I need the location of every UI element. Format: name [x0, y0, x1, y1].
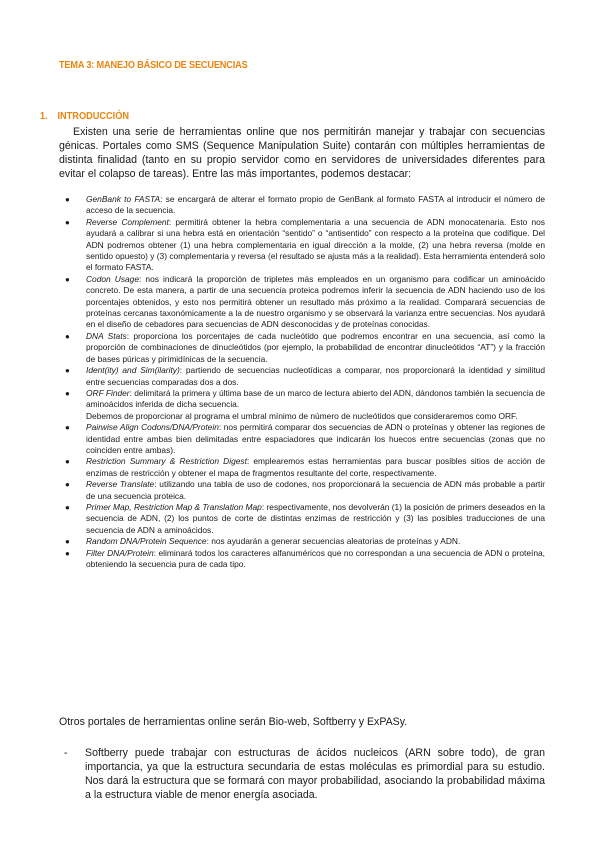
tool-description: : proporciona los porcentajes de cada nucleótido que podremos encontrar en una secuencia, así como la proporción de combinaciones de dinucleótidos (por ejemplo, la probabilidad de encontrar dinucleótidos “AT”) y la fracción de bases púricas y pirimidínicas de la secuencia. [86, 330, 545, 364]
portals-list [64, 746, 545, 802]
list-item [65, 217, 545, 274]
list-item [65, 365, 545, 388]
tool-name: Random DNA/Protein Sequence [86, 536, 207, 547]
tool-name: ORF Finder [86, 387, 130, 398]
bullet-icon: ● [65, 502, 70, 512]
section-heading [40, 111, 129, 122]
tool-name: GenBank to FASTA [86, 194, 161, 204]
bullet-icon: ● [65, 457, 70, 467]
tool-description: : se encargará de alterar el formato propio de GenBank al formato FASTA al introducir el número de acceso de la secuencia. [86, 194, 545, 216]
tool-name: Codon Usage [86, 273, 139, 284]
tools-list [65, 194, 545, 570]
tool-name: Ident(ity) and Sim(ilarity) [86, 365, 180, 376]
list-item [65, 536, 545, 547]
tool-name: DNA Stats [86, 330, 127, 341]
section-number: 1. [40, 111, 48, 122]
tool-description: : nos permitirá comparar dos secuencias de ADN o proteínas y obtener las regiones de identidad entre ambas bien delimitadas entre espaciadores que indicarán los huecos entre secuencias (zonas que no coinciden entre ambas). [86, 422, 545, 455]
list-item [65, 548, 545, 571]
tool-name: Reverse Translate [86, 479, 155, 490]
bullet-icon: ● [65, 366, 70, 376]
list-item [65, 331, 545, 365]
dash-icon: - [64, 747, 68, 759]
tool-description: : utilizando una tabla de uso de codones, nos proporcionará la secuencia de ADN más probable a partir de una secuencia proteica. [86, 479, 545, 501]
bullet-icon: ● [65, 423, 70, 433]
list-item [65, 194, 545, 217]
list-item [65, 388, 545, 422]
list-item [65, 274, 545, 331]
tool-description: : delimitará la primera y última base de un marco de lectura abierto del ADN, dándonos también la secuencia de aminoácidos inferida de dicha secuencia. [86, 387, 545, 410]
list-item [65, 456, 545, 479]
document-title: TEMA 3: MANEJO BÁSICO DE SECUENCIAS [59, 60, 248, 71]
portal-description: Softberry puede trabajar con estructuras de ácidos nucleicos (ARN sobre todo), de gran importancia, ya que la estructura secundaria de estas moléculas es primordial para su estudio. Nos dará la estructura que se formará con mayor probabilidad, asociando la probabilidad máxima a la estructura viable de menor energía asociada. [85, 747, 545, 801]
bullet-icon: ● [65, 388, 70, 398]
tool-description: : respectivamente, nos devolverán (1) la posición de primers deseados en la secuencia de ADN, (2) los puntos de corte de distintas enzimas de restricción y (3) las posibles traducciones de una secuencia de ADN a aminoácidos. [86, 501, 545, 535]
intro-paragraph: Existen una serie de herramientas online que nos permitirán manejar y trabajar con secuencias génicas. Portales como SMS (Sequence Manipulation Suite) contarán con múltiples herramientas de distinta finalidad (tanto en su propio servidor como en servidores de universidades diferentes para evitar el colapso de tareas). Entre las más importantes, podemos destacar: [59, 126, 545, 180]
tool-name: Reverse Complement [86, 216, 169, 227]
bullet-icon: ● [65, 331, 70, 341]
bullet-icon: ● [65, 548, 70, 558]
bullet-icon: ● [65, 537, 70, 547]
tool-description: : nos ayudarán a generar secuencias aleatorias de proteínas y ADN. [206, 536, 461, 547]
tool-description: : emplearemos estas herramientas para buscar posibles sitios de acción de enzimas de restricción y obtener el mapa de fragmentos resultante del corte, respectivamente. [86, 456, 545, 478]
outro-paragraph: Otros portales de herramientas online serán Bio-web, Softberry y ExPASy. [59, 716, 408, 728]
bullet-icon: ● [65, 195, 70, 204]
tool-name: Filter DNA/Protein [86, 547, 154, 558]
tool-description: : nos indicará la proporción de tripletes más empleados en un organismo para codificar un aminoácido concreto. De esta manera, a partir de una secuencia proteica podremos inferir la secuencia de ADN haciendo uso de los porcentajes obtenidos, y esto nos permitirá obtener un resultado más próximo a la realidad. Comparará secuencias de proteínas cercanas taxonómicamente a la de nuestro organismo y se observará la varianza entre secuencias. Nos ayudará en el diseño de cebadores para secuencias de ADN desconocidas y de proteínas conocidas. [86, 273, 546, 330]
bullet-icon: ● [65, 274, 70, 284]
list-item [65, 479, 545, 502]
bullet-icon: ● [65, 480, 70, 490]
tool-description: : partiendo de secuencias nucleotídicas a comparar, nos proporcionará la identidad y similitud entre secuencias comparadas dos a dos. [86, 365, 545, 387]
tool-description: : permitirá obtener la hebra complementaria a una secuencia de ADN monocatenaria. Esto nos ayudará a calibrar si una hebra está en orientación “sentido” o “antisentido” con respecto a la proteína que codifique. Del ADN podremos obtener (1) una hebra complementaria en igual dirección a la molde, (2) una hebra reversa (molde en sentido opuesto) y (3) complementaria y reversa (el resultado se ajusta más a la realidad). Esta herramienta entenderá solo el formato FASTA. [86, 216, 545, 273]
tool-description: : eliminará todos los caracteres alfanuméricos que no correspondan a una secuencia de ADN o proteína, obteniendo la secuencia pura de cada tipo. [86, 547, 546, 569]
tool-name: Primer Map, Restriction Map & Translation Map [86, 501, 262, 512]
list-item [65, 422, 545, 456]
tool-extra-note: Debemos de proporcionar al programa el umbral mínimo de número de nucleótidos que consideraremos como ORF. [86, 410, 518, 421]
tool-name: Restriction Summary & Restriction Digest [86, 456, 247, 467]
bullet-icon: ● [65, 217, 70, 227]
tool-name: Pairwise Align Codons/DNA/Protein [86, 422, 219, 433]
list-item [65, 502, 545, 536]
list-item [64, 746, 545, 802]
section-title: INTRODUCCIÓN [57, 111, 130, 122]
